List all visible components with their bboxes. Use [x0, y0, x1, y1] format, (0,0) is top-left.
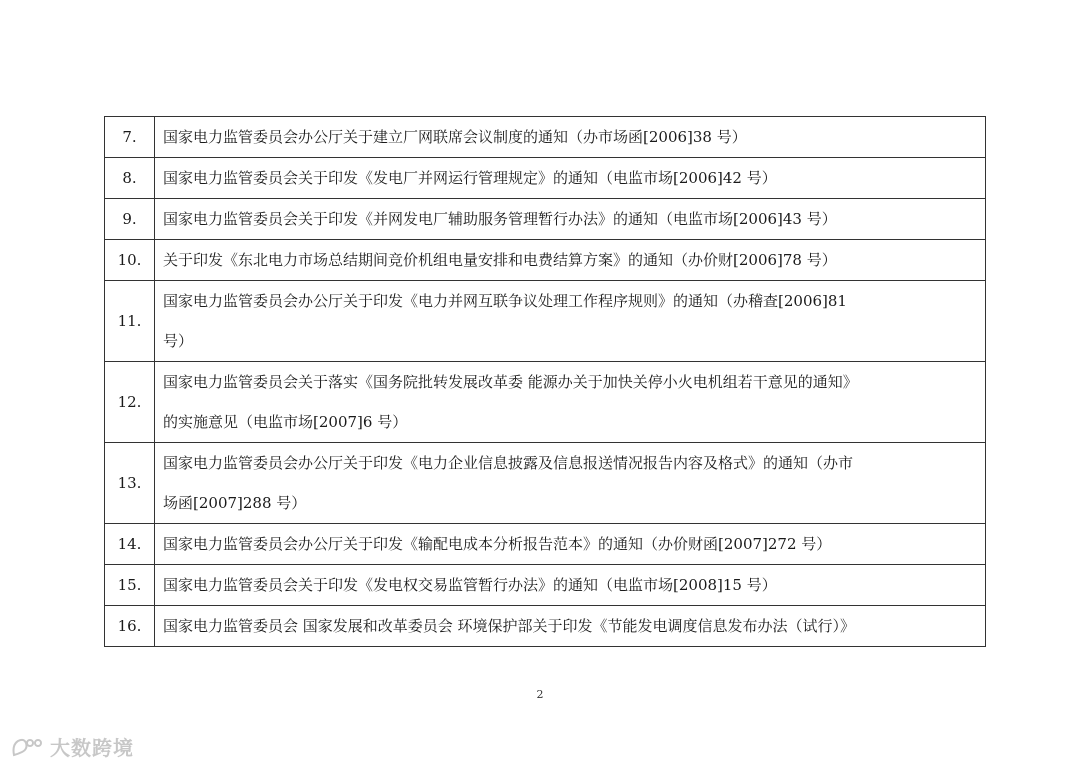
row-title-line-1: 国家电力监管委员会办公厅关于印发《电力并网互联争议处理工作程序规则》的通知（办稽查[2006]81 [163, 292, 847, 310]
row-number: 14. [105, 524, 155, 565]
page-number: 2 [536, 688, 544, 701]
table-row [105, 524, 986, 565]
row-number: 16. [105, 606, 155, 647]
chat-bubble-logo-icon [10, 735, 44, 759]
row-title [155, 362, 986, 443]
row-number: 11. [105, 281, 155, 362]
row-number: 10. [105, 240, 155, 281]
row-title: 国家电力监管委员会办公厅关于印发《输配电成本分析报告范本》的通知（办价财函[2007]272 号） [155, 524, 986, 565]
row-title-line-2: 场函[2007]288 号） [163, 494, 307, 512]
table-row [105, 443, 986, 524]
row-title: 国家电力监管委员会关于印发《并网发电厂辅助服务管理暂行办法》的通知（电监市场[2006]43 号） [155, 199, 986, 240]
row-title [155, 443, 986, 524]
table-row [105, 158, 986, 199]
watermark-text: 大数跨境 [50, 736, 134, 760]
watermark [10, 732, 134, 761]
row-title: 关于印发《东北电力市场总结期间竞价机组电量安排和电费结算方案》的通知（办价财[2006]78 号） [155, 240, 986, 281]
table-row [105, 117, 986, 158]
row-title-line-1: 国家电力监管委员会关于落实《国务院批转发展改革委 能源办关于加快关停小火电机组若干意见的通知》 [163, 373, 858, 391]
regulation-list-table [104, 116, 986, 647]
row-number: 8. [105, 158, 155, 199]
table-row [105, 240, 986, 281]
row-number: 13. [105, 443, 155, 524]
row-number: 9. [105, 199, 155, 240]
row-title-line-1: 国家电力监管委员会办公厅关于印发《电力企业信息披露及信息报送情况报告内容及格式》的通知（办市 [163, 454, 854, 472]
table-row [105, 565, 986, 606]
row-title-line-2: 的实施意见（电监市场[2007]6 号） [163, 413, 408, 431]
table-row [105, 199, 986, 240]
row-title [155, 281, 986, 362]
row-number: 12. [105, 362, 155, 443]
row-title: 国家电力监管委员会 国家发展和改革委员会 环境保护部关于印发《节能发电调度信息发布办法（试行）》 [155, 606, 986, 647]
table-row [105, 362, 986, 443]
row-title: 国家电力监管委员会关于印发《发电权交易监管暂行办法》的通知（电监市场[2008]15 号） [155, 565, 986, 606]
row-title-line-2: 号） [163, 332, 194, 350]
row-title: 国家电力监管委员会关于印发《发电厂并网运行管理规定》的通知（电监市场[2006]42 号） [155, 158, 986, 199]
row-number: 15. [105, 565, 155, 606]
table-row [105, 281, 986, 362]
row-number: 7. [105, 117, 155, 158]
row-title: 国家电力监管委员会办公厅关于建立厂网联席会议制度的通知（办市场函[2006]38 号） [155, 117, 986, 158]
table-row [105, 606, 986, 647]
